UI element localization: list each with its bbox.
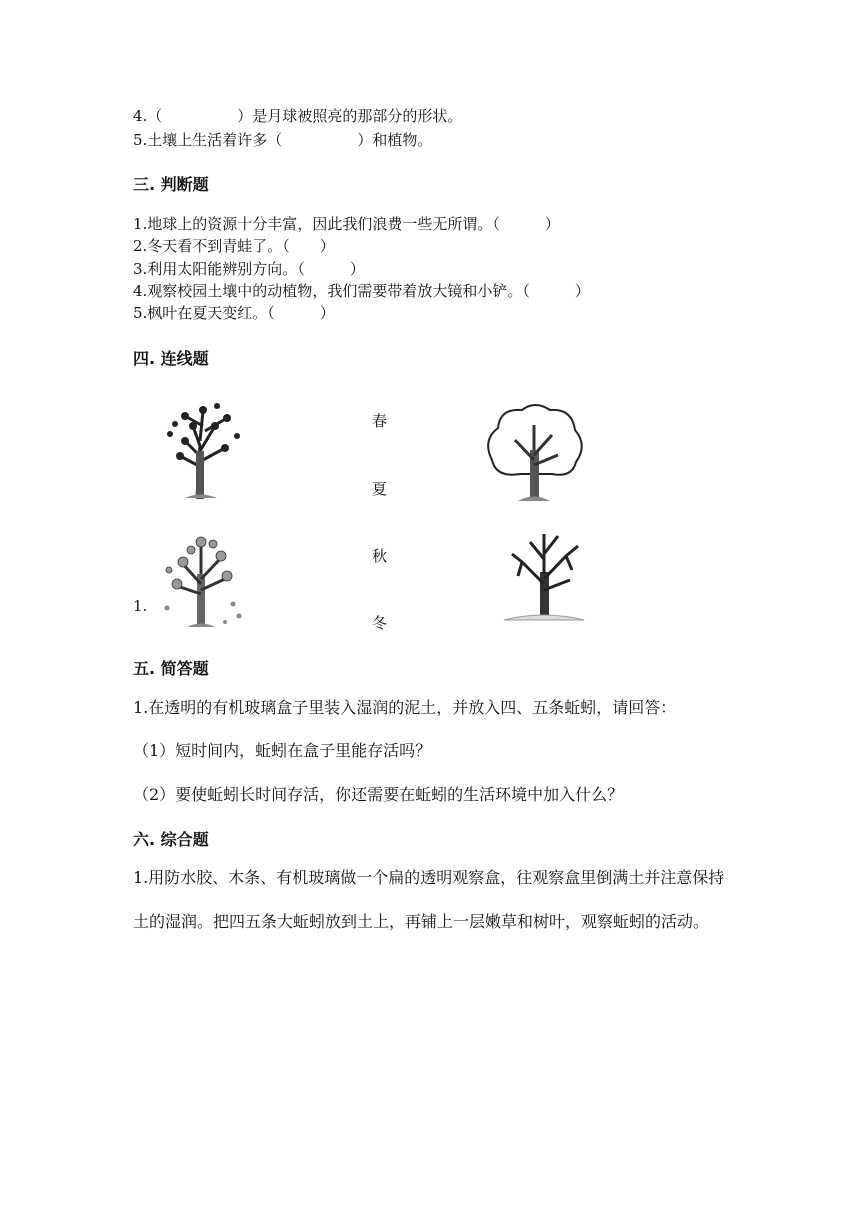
tree-budding-icon <box>155 396 250 504</box>
season-summer: 夏 <box>372 480 388 498</box>
section-comprehensive-title: 六. 综合题 <box>133 830 209 849</box>
tree-bare-icon <box>500 524 590 626</box>
tree-full-leaf-icon <box>480 400 590 505</box>
judge-item-4: 4.观察校园土壤中的动植物，我们需要带着放大镜和小铲。（ ） <box>133 282 590 300</box>
short-question: 1.在透明的有机玻璃盒子里装入湿润的泥土，并放入四、五条蚯蚓，请回答： <box>133 698 677 717</box>
season-spring: 春 <box>372 412 388 430</box>
season-winter: 冬 <box>372 614 388 632</box>
match-question-number: 1. <box>133 597 148 615</box>
short-sub-2: （2）要使蚯蚓长时间存活，你还需要在蚯蚓的生活环境中加入什么？ <box>133 785 624 804</box>
section-judge-title: 三. 判断题 <box>133 175 209 194</box>
judge-item-2: 2.冬天看不到青蛙了。（ ） <box>133 237 335 255</box>
season-autumn: 秋 <box>372 547 388 565</box>
judge-item-1: 1.地球上的资源十分丰富，因此我们浪费一些无所谓。（ ） <box>133 215 560 233</box>
fill-item-5: 5.土壤上生活着许多（ ）和植物。 <box>133 131 433 149</box>
section-match-title: 四. 连线题 <box>133 349 209 368</box>
short-sub-1: （1）短时间内，蚯蚓在盒子里能存活吗？ <box>133 741 432 760</box>
judge-item-5: 5.枫叶在夏天变红。（ ） <box>133 304 335 322</box>
section-short-title: 五. 简答题 <box>133 659 209 678</box>
fill-item-4: 4.（ ）是月球被照亮的那部分的形状。 <box>133 107 463 125</box>
comprehensive-text: 1.用防水胶、木条、有机玻璃做一个扁的透明观察盒，往观察盒里倒满土并注意保持土的湿润。把四五条大蚯蚓放到土上，再铺上一层嫩草和树叶，观察蚯蚓的活动。 <box>133 868 725 931</box>
tree-falling-leaves-icon <box>155 524 250 632</box>
judge-item-3: 3.利用太阳能辨别方向。（ ） <box>133 260 365 278</box>
